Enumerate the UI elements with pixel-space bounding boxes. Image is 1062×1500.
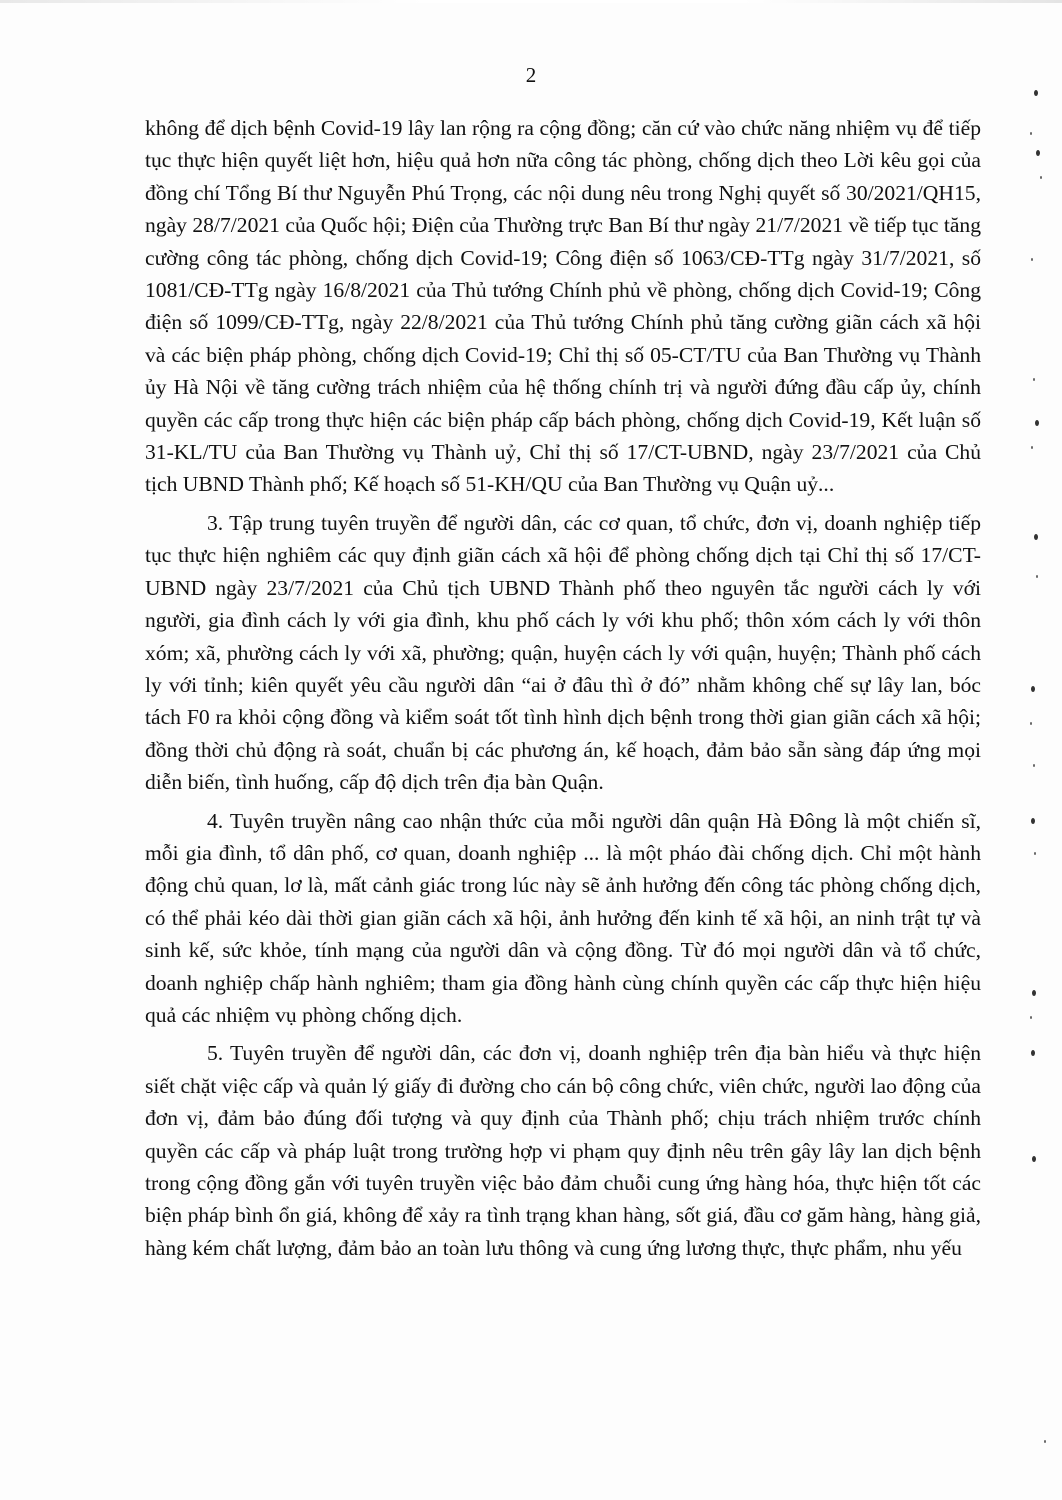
- scan-speck: [1033, 378, 1035, 381]
- scan-speck: [1031, 1050, 1035, 1056]
- scan-speck: [1035, 420, 1039, 426]
- scan-speck: [1031, 258, 1033, 261]
- scan-speck: [1036, 575, 1038, 578]
- paragraph-item-3: 3. Tập trung tuyên truyền để người dân, các cơ quan, tổ chức, đơn vị, doanh nghiệp tiếp tục thực hiện nghiêm các quy định giãn cách xã hội để phòng chống dịch tại Chỉ thị số 17/CT-UBND ngày 23/7/2021 của Chủ tịch UBND Thành phố theo nguyên tắc người cách ly với người, gia đình cách ly với gia đình, khu phố cách ly với khu phố; thôn xóm cách ly với thôn xóm; xã, phường cách ly với xã, phường; quận, huyện cách ly với quận, huyện; Thành phố cách ly với tỉnh; kiên quyết yêu cầu người dân “ai ở đâu thì ở đó” nhằm không chế sự lây lan, bóc tách F0 ra khỏi cộng đồng và kiểm soát tốt tình hình dịch bệnh trong thời gian giãn cách xã hội; đồng thời chủ động rà soát, chuẩn bị các phương án, kế hoạch, đảm bảo sẵn sàng đáp ứng mọi diễn biến, tình huống, cấp độ dịch trên địa bàn Quận.: [145, 510, 981, 795]
- document-body: [145, 112, 981, 1270]
- scan-speck: [1034, 90, 1038, 96]
- scan-speck: [1030, 722, 1032, 725]
- scan-speck: [1032, 990, 1036, 996]
- paragraph-item-5: 5. Tuyên truyền để người dân, các đơn vị, doanh nghiệp trên địa bàn hiểu và thực hiện siết chặt việc cấp và quản lý giấy đi đường cho cán bộ công chức, viên chức, người lao động của đơn vị, đảm bảo đúng đối tượng và quy định của Thành phố; chịu trách nhiệm trước chính quyền các cấp và pháp luật trong trường hợp vi phạm quy định nêu trên gây lây lan dịch bệnh trong cộng đồng gắn với tuyên truyền việc bảo đảm chuỗi cung ứng hàng hóa, thực hiện tốt các biện pháp bình ổn giá, không để xảy ra tình trạng khan hàng, sốt giá, đầu cơ găm hàng, hàng giả, hàng kém chất lượng, đảm bảo an toàn lưu thông và cung ứng lương thực, thực phẩm, nhu yếu: [145, 1041, 981, 1260]
- scan-speck: [1036, 150, 1040, 156]
- page-number: 2: [525, 63, 537, 87]
- scan-edge-shadow: [0, 0, 1062, 3]
- scan-speck: [1034, 534, 1038, 540]
- scan-speck: [1040, 176, 1042, 179]
- scan-speck: [1034, 852, 1036, 855]
- scan-speck: [1032, 1156, 1036, 1162]
- scan-speck: [1030, 1016, 1032, 1019]
- scan-speck: [1031, 446, 1033, 449]
- scan-speck: [1044, 1440, 1046, 1443]
- scan-speck: [1033, 764, 1035, 767]
- scan-speck: [1031, 686, 1035, 692]
- paragraph-continuation: không để dịch bệnh Covid-19 lây lan rộng ra cộng đồng; căn cứ vào chức năng nhiệm vụ để tiếp tục thực hiện quyết liệt hơn, hiệu quả hơn nữa công tác phòng, chống dịch theo Lời kêu gọi của đồng chí Tổng Bí thư Nguyễn Phú Trọng, các nội dung nêu trong Nghị quyết số 30/2021/QH15, ngày 28/7/2021 của Quốc hội; Điện của Thường trực Ban Bí thư ngày 21/7/2021 về tiếp tục tăng cường công tác phòng, chống dịch Covid-19; Công điện số 1063/CĐ-TTg ngày 31/7/2021, số 1081/CĐ-TTg ngày 16/8/2021 của Thủ tướng Chính phủ về phòng, chống dịch Covid-19; Công điện số 1099/CĐ-TTg, ngày 22/8/2021 của Thủ tướng Chính phủ tăng cường giãn cách xã hội và các biện pháp phòng, chống dịch Covid-19; Chỉ thị số 05-CT/TU của Ban Thường vụ Thành ủy Hà Nội về tăng cường trách nhiệm của hệ thống chính trị và người đứng đầu cấp ủy, chính quyền các cấp trong thực hiện các biện pháp cấp bách phòng, chống dịch Covid-19, Kết luận số 31-KL/TU của Ban Thường vụ Thành uỷ, Chỉ thị số 17/CT-UBND, ngày 23/7/2021 của Chủ tịch UBND Thành phố; Kế hoạch số 51-KH/QU của Ban Thường vụ Quận uỷ...: [145, 116, 981, 497]
- scan-speck: [1031, 818, 1035, 824]
- paragraph-item-4: 4. Tuyên truyền nâng cao nhận thức của mỗi người dân quận Hà Đông là một chiến sĩ, mỗi gia đình, tổ dân phố, cơ quan, doanh nghiệp ... là một pháo đài chống dịch. Chỉ một hành động chủ quan, lơ là, mất cảnh giác trong lúc này sẽ ảnh hưởng đến công tác phòng chống dịch, có thể phải kéo dài thời gian giãn cách xã hội, ảnh hưởng đến kinh tế xã hội, an ninh trật tự và sinh kế, sức khỏe, tính mạng của người dân và cộng đồng. Từ đó mọi người dân và tổ chức, doanh nghiệp chấp hành nghiêm; tham gia đồng hành cùng chính quyền các cấp thực hiện hiệu quả các nhiệm vụ phòng chống dịch.: [145, 808, 981, 1027]
- scan-speck: [1030, 132, 1032, 135]
